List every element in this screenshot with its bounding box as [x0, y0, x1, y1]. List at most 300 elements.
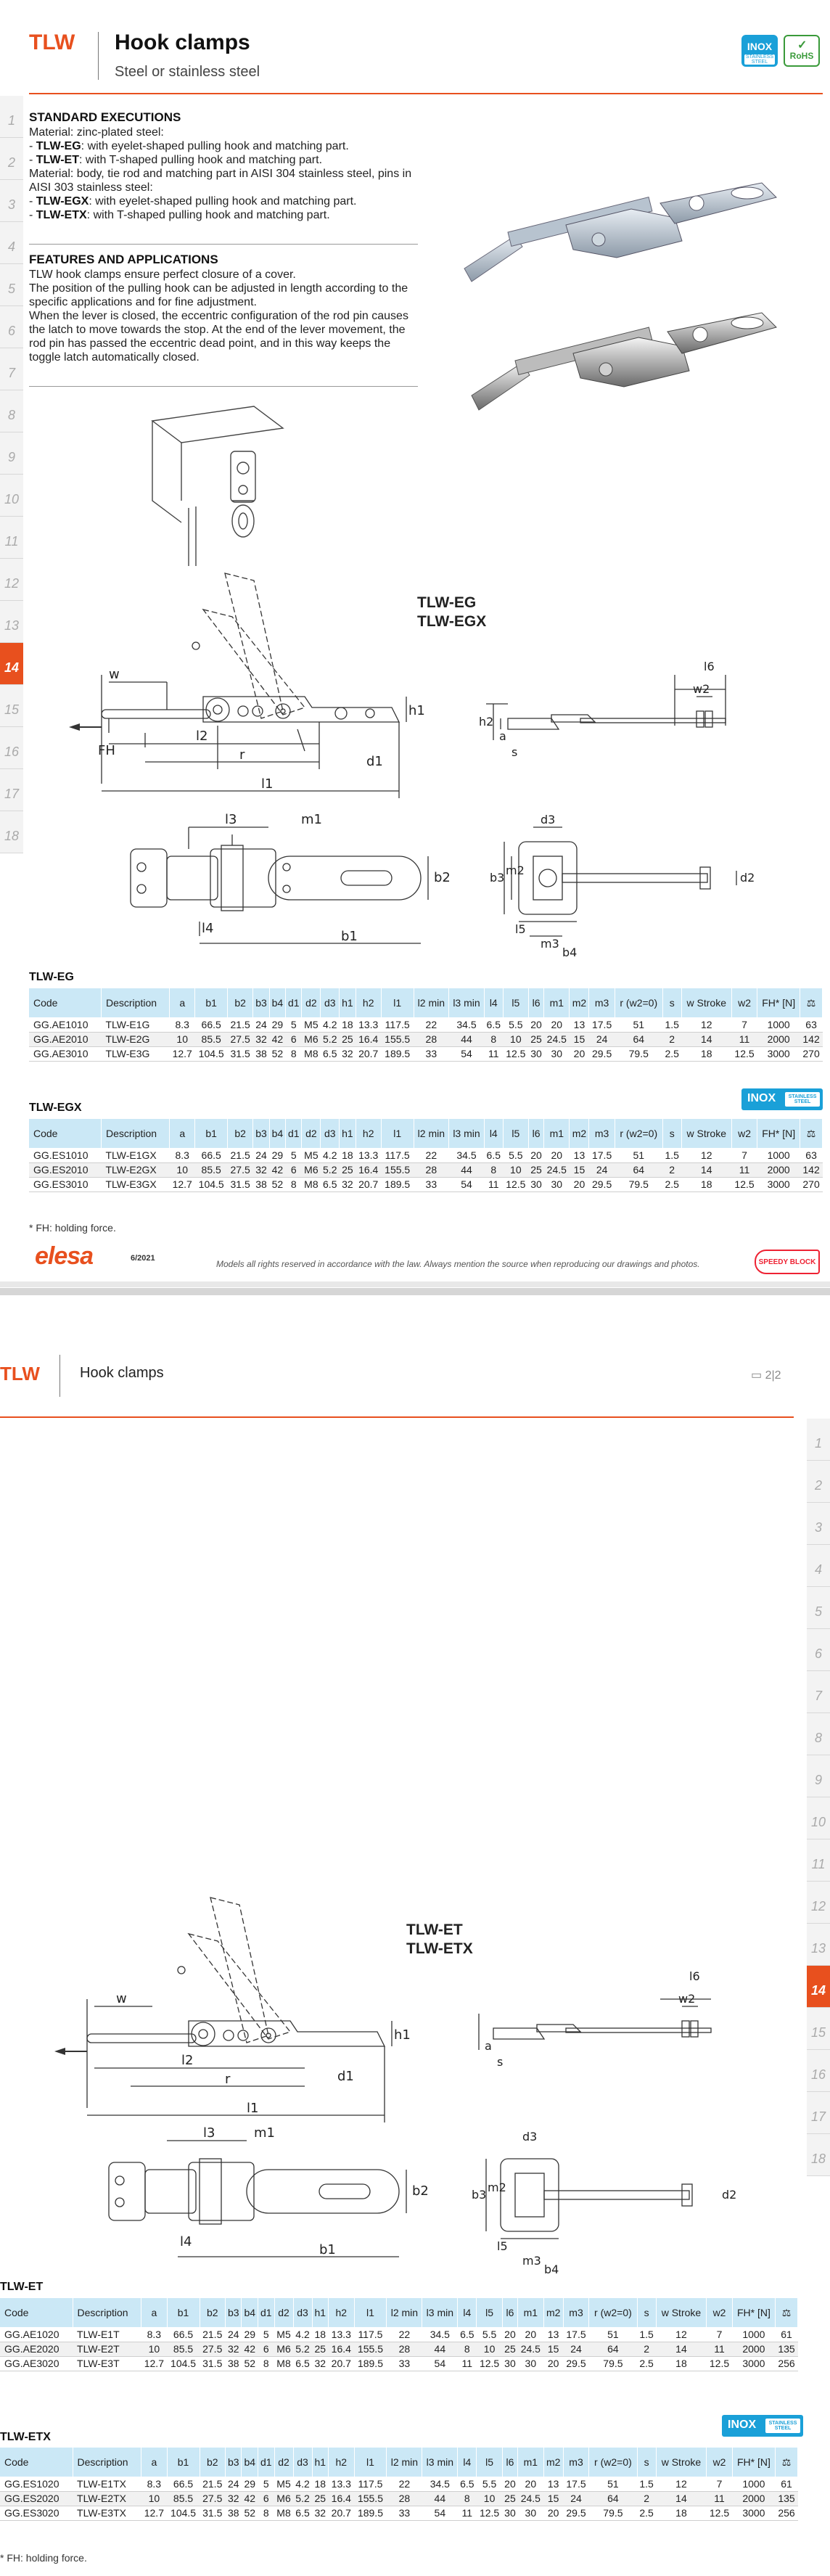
- table-cell: 33: [387, 2506, 422, 2520]
- table-cell: 32: [253, 1032, 269, 1046]
- column-header: l1: [381, 1119, 414, 1148]
- chapter-tab-7[interactable]: 7: [807, 1671, 830, 1713]
- chapter-tab-5[interactable]: 5: [0, 264, 23, 306]
- chapter-tab-1[interactable]: 1: [807, 1419, 830, 1461]
- chapter-tabs: [807, 1419, 830, 2176]
- table-cell: 52: [242, 2506, 258, 2520]
- svg-text:d2: d2: [722, 2188, 737, 2202]
- table-cell: 29: [269, 1148, 285, 1162]
- table-cell: 20: [543, 2506, 563, 2520]
- column-header: r (w2=0): [615, 988, 662, 1017]
- table-cell: 8.3: [170, 1017, 195, 1032]
- column-header: l5: [477, 2448, 502, 2477]
- chapter-tab-9[interactable]: 9: [807, 1755, 830, 1797]
- table-cell: 64: [589, 2491, 637, 2506]
- dim-h1: h1: [408, 703, 425, 718]
- table-cell: 28: [414, 1032, 449, 1046]
- table-cell: 5.5: [503, 1017, 528, 1032]
- svg-text:m3: m3: [541, 937, 559, 951]
- technical-drawing-front-view: [464, 1970, 726, 2079]
- svg-text:m1: m1: [301, 812, 322, 827]
- table-cell: 189.5: [381, 1046, 414, 1061]
- table-cell: 12.5: [503, 1177, 528, 1191]
- table-cell: 28: [387, 2491, 422, 2506]
- table-cell: 29.5: [589, 1177, 615, 1191]
- column-header: w2: [731, 988, 757, 1017]
- chapter-tab-2[interactable]: 2: [807, 1461, 830, 1503]
- table-title-etx: TLW-ETX: [0, 2431, 51, 2443]
- table-cell: 12.5: [731, 1177, 757, 1191]
- chapter-tab-9[interactable]: 9: [0, 432, 23, 475]
- table-cell: 155.5: [354, 2491, 387, 2506]
- table-cell: 85.5: [195, 1162, 228, 1177]
- table-cell: 42: [242, 2491, 258, 2506]
- column-header: w2: [731, 1119, 757, 1148]
- table-cell: 5: [258, 2327, 275, 2342]
- chapter-tab-16[interactable]: 16: [0, 727, 23, 769]
- table-cell: 32: [312, 2356, 329, 2371]
- table-cell: 2.5: [662, 1046, 681, 1061]
- table-cell: 4.2: [321, 1017, 340, 1032]
- table-cell: 64: [615, 1032, 662, 1046]
- table-cell: M6: [274, 2342, 293, 2356]
- dim-w: w: [109, 667, 120, 682]
- chapter-tab-17[interactable]: 17: [0, 769, 23, 811]
- table-cell: 6.5: [321, 1046, 340, 1061]
- table-cell: TLW-E2T: [73, 2342, 141, 2356]
- column-header: a: [170, 988, 195, 1017]
- table-cell: 42: [269, 1032, 285, 1046]
- table-cell: 6.5: [293, 2356, 312, 2371]
- column-header: m1: [544, 1119, 570, 1148]
- column-header: l6: [502, 2448, 517, 2477]
- table-cell: 24: [253, 1148, 269, 1162]
- table-cell: 44: [422, 2342, 458, 2356]
- table-cell: 51: [615, 1017, 662, 1032]
- table-cell: 11: [484, 1046, 503, 1061]
- table-cell: 29.5: [589, 1046, 615, 1061]
- table-cell: 20: [543, 2356, 563, 2371]
- table-cell: 13.3: [356, 1017, 381, 1032]
- table-cell: 51: [615, 1148, 662, 1162]
- technical-drawing-top-view: [102, 2119, 450, 2264]
- table-cell: 117.5: [354, 2477, 387, 2491]
- column-header: b2: [200, 2448, 225, 2477]
- chapter-tab-6[interactable]: 6: [0, 306, 23, 348]
- table-title-et: TLW-ET: [0, 2281, 44, 2293]
- svg-text:s: s: [497, 2055, 504, 2069]
- table-cell: 24: [225, 2477, 242, 2491]
- column-header: r (w2=0): [615, 1119, 662, 1148]
- table-cell: 11: [707, 2491, 732, 2506]
- column-header: d2: [274, 2448, 293, 2477]
- features-heading: FEATURES AND APPLICATIONS: [29, 253, 218, 266]
- table-cell: GG.AE3010: [29, 1046, 101, 1061]
- table-cell: 33: [414, 1046, 449, 1061]
- table-cell: 18: [312, 2327, 329, 2342]
- table-cell: 10: [503, 1032, 528, 1046]
- chapter-tab-4[interactable]: 4: [807, 1545, 830, 1587]
- svg-text:l4: l4: [202, 921, 214, 936]
- column-header: Code: [29, 1119, 101, 1148]
- rohs-badge: ✓ RoHS: [784, 35, 820, 67]
- table-cell: 2: [637, 2491, 656, 2506]
- table-cell: 6: [286, 1162, 302, 1177]
- table-cell: 51: [589, 2477, 637, 2491]
- table-cell: 6: [286, 1032, 302, 1046]
- table-cell: M8: [302, 1177, 321, 1191]
- variant-label-et: TLW-ET TLW-ETX: [406, 1921, 473, 1957]
- chapter-tab-14[interactable]: 14: [807, 1966, 830, 2008]
- table-cell: 11: [484, 1177, 503, 1191]
- column-header: d2: [302, 988, 321, 1017]
- table-cell: 2: [637, 2342, 656, 2356]
- product-code: TLW: [29, 30, 75, 54]
- column-header: l3 min: [449, 988, 485, 1017]
- table-cell: TLW-E1T: [73, 2327, 141, 2342]
- chapter-tab-10[interactable]: 10: [807, 1797, 830, 1839]
- table-cell: 12.5: [707, 2506, 732, 2520]
- column-header: d1: [286, 988, 302, 1017]
- standard-executions-text: Material: zinc-plated steel: - TLW-EG: with eyelet-shaped pulling hook and matching part. - TLW-ET: with T-shaped pulling hook and matching part. Material: body, tie rod and matching part in AISI 304 stainless steel, pins in AISI 303 stainless steel: - TLW-EGX: with eyelet-shaped pulling hook and matching part. - TLW-ETX: with T-shaped pulling hook and matching part.: [29, 126, 412, 221]
- table-cell: 8.3: [170, 1148, 195, 1162]
- column-header: d3: [293, 2448, 312, 2477]
- dim-l1: l1: [261, 776, 274, 792]
- table-cell: 38: [253, 1177, 269, 1191]
- column-header: m3: [563, 2298, 588, 2327]
- column-header: d1: [258, 2298, 275, 2327]
- table-cell: 10: [170, 1032, 195, 1046]
- table-cell: 142: [800, 1032, 823, 1046]
- chapter-tab-12[interactable]: 12: [807, 1882, 830, 1924]
- table-header-row: [29, 1119, 823, 1148]
- table-cell: 32: [225, 2491, 242, 2506]
- table-cell: 4.2: [293, 2477, 312, 2491]
- table-cell: 8: [258, 2506, 275, 2520]
- svg-text:l6: l6: [704, 660, 715, 673]
- table-cell: 32: [225, 2342, 242, 2356]
- column-header: FH* [N]: [732, 2448, 775, 2477]
- table-cell: 20: [544, 1148, 570, 1162]
- spec-table-et: [0, 2298, 798, 2371]
- svg-text:l4: l4: [180, 2234, 192, 2249]
- chapter-tab-12[interactable]: 12: [0, 559, 23, 601]
- column-header: ⚖: [776, 2448, 798, 2477]
- table-cell: TLW-E1TX: [73, 2477, 141, 2491]
- table-cell: 4.2: [293, 2327, 312, 2342]
- table-cell: 27.5: [228, 1162, 253, 1177]
- dim-r: r: [239, 747, 245, 763]
- technical-drawing-top-view: [123, 805, 472, 951]
- table-cell: 31.5: [228, 1046, 253, 1061]
- table-cell: 10: [477, 2491, 502, 2506]
- chapter-tab-10[interactable]: 10: [0, 475, 23, 517]
- column-header: b1: [167, 2448, 200, 2477]
- column-header: l4: [484, 988, 503, 1017]
- application-sketch: [145, 399, 290, 566]
- chapter-tab-8[interactable]: 8: [807, 1713, 830, 1755]
- table-cell: 20.7: [329, 2506, 354, 2520]
- table-cell: 24: [589, 1032, 615, 1046]
- table-cell: 20: [502, 2477, 517, 2491]
- product-photo-stainless: [464, 308, 784, 435]
- footer-bar: [0, 1281, 830, 1287]
- table-cell: 25: [502, 2491, 517, 2506]
- table-cell: 7: [731, 1017, 757, 1032]
- table-cell: 66.5: [167, 2477, 200, 2491]
- column-header: b2: [200, 2298, 225, 2327]
- table-cell: 18: [681, 1046, 731, 1061]
- table-cell: 29: [269, 1017, 285, 1032]
- svg-text:d3: d3: [541, 813, 556, 826]
- chapter-tab-18[interactable]: 18: [807, 2134, 830, 2176]
- column-header: b4: [242, 2298, 258, 2327]
- table-cell: 2.5: [637, 2356, 656, 2371]
- chapter-tab-6[interactable]: 6: [807, 1629, 830, 1671]
- table-cell: 2.5: [637, 2506, 656, 2520]
- column-header: w Stroke: [681, 1119, 731, 1148]
- table-cell: GG.AE3020: [0, 2356, 73, 2371]
- table-cell: 12.5: [503, 1046, 528, 1061]
- table-cell: 8.3: [141, 2327, 167, 2342]
- chapter-tab-2[interactable]: 2: [0, 138, 23, 180]
- chapter-tab-14[interactable]: 14: [0, 643, 23, 685]
- svg-text:l3: l3: [225, 812, 237, 827]
- table-cell: 20: [570, 1177, 589, 1191]
- table-cell: 12: [656, 2327, 707, 2342]
- table-cell: 135: [776, 2491, 798, 2506]
- column-header: l4: [458, 2448, 477, 2477]
- page-title: Hook clamps: [115, 30, 250, 54]
- dim-l2: l2: [196, 729, 208, 744]
- chapter-tab-15[interactable]: 15: [807, 2008, 830, 2050]
- book-icon: ▭: [751, 1369, 763, 1382]
- chapter-tab-3[interactable]: 3: [0, 180, 23, 222]
- table-cell: 29.5: [563, 2356, 588, 2371]
- features-text: TLW hook clamps ensure perfect closure of a cover. The position of the pulling hook can be adjusted in length according to the specific applications and for fine adjustment. When the lever is closed, the eccentric configuration of the rod pin causes the latch to move towards the stop. At the end of the lever movement, the rod pin has passed the eccentric dead point, and in this way keeps the toggle latch automatically closed.: [29, 268, 408, 364]
- table-cell: 8: [286, 1046, 302, 1061]
- chapter-tab-5[interactable]: 5: [807, 1587, 830, 1629]
- table-cell: M8: [274, 2506, 293, 2520]
- spec-table-eg: [29, 988, 823, 1062]
- table-cell: 31.5: [200, 2356, 225, 2371]
- column-header: Description: [73, 2298, 141, 2327]
- table-cell: 32: [340, 1177, 356, 1191]
- table-cell: 3000: [732, 2506, 775, 2520]
- table-row: [0, 2327, 798, 2342]
- column-header: w Stroke: [656, 2298, 707, 2327]
- table-cell: TLW-E3GX: [101, 1177, 169, 1191]
- chapter-tab-13[interactable]: 13: [807, 1924, 830, 1966]
- table-cell: 31.5: [228, 1177, 253, 1191]
- table-cell: 10: [141, 2491, 167, 2506]
- table-cell: 12.5: [477, 2506, 502, 2520]
- table-cell: 33: [387, 2356, 422, 2371]
- svg-text:l5: l5: [497, 2239, 508, 2253]
- column-header: l1: [381, 988, 414, 1017]
- table-cell: M5: [302, 1148, 321, 1162]
- chapter-tab-11[interactable]: 11: [807, 1839, 830, 1882]
- column-header: a: [141, 2448, 167, 2477]
- table-cell: 6.5: [293, 2506, 312, 2520]
- table-cell: 13: [570, 1017, 589, 1032]
- column-header: l5: [503, 1119, 528, 1148]
- table-cell: M6: [274, 2491, 293, 2506]
- table-cell: 189.5: [381, 1177, 414, 1191]
- table-cell: 12.7: [170, 1046, 195, 1061]
- table-cell: GG.ES1010: [29, 1148, 101, 1162]
- column-header: b2: [228, 1119, 253, 1148]
- table-cell: 104.5: [167, 2356, 200, 2371]
- footer-rights: Models all rights reserved in accordance with the law. Always mention the source when reproducing our drawings and photos.: [216, 1259, 700, 1269]
- table-cell: 27.5: [200, 2342, 225, 2356]
- table-cell: 66.5: [195, 1017, 228, 1032]
- table-cell: 27.5: [228, 1032, 253, 1046]
- technical-drawing-side-view: [73, 1890, 411, 2137]
- column-header: FH* [N]: [757, 1119, 800, 1148]
- table-cell: 79.5: [615, 1177, 662, 1191]
- table-cell: 44: [422, 2491, 458, 2506]
- chapter-tab-13[interactable]: 13: [0, 601, 23, 643]
- column-header: l3 min: [422, 2448, 458, 2477]
- table-cell: M8: [274, 2356, 293, 2371]
- column-header: l5: [477, 2298, 502, 2327]
- svg-text:m3: m3: [522, 2254, 541, 2268]
- table-cell: 29: [242, 2477, 258, 2491]
- table-cell: 270: [800, 1046, 823, 1061]
- table-cell: 21.5: [228, 1017, 253, 1032]
- table-row: [29, 1046, 823, 1061]
- chapter-tab-18[interactable]: 18: [0, 811, 23, 853]
- table-cell: 5.2: [293, 2342, 312, 2356]
- variant-label-eg: TLW-EG TLW-EGX: [417, 594, 487, 630]
- column-header: d2: [302, 1119, 321, 1148]
- table-cell: TLW-E3T: [73, 2356, 141, 2371]
- column-header: d3: [321, 988, 340, 1017]
- svg-text:b4: b4: [562, 946, 578, 959]
- table-cell: M5: [274, 2327, 293, 2342]
- table-cell: 34.5: [449, 1148, 485, 1162]
- table-cell: 22: [414, 1148, 449, 1162]
- table-cell: 12.7: [141, 2506, 167, 2520]
- table-cell: 13.3: [356, 1148, 381, 1162]
- catalog-page-2: [0, 1295, 830, 2576]
- table-cell: 12.7: [141, 2356, 167, 2371]
- table-cell: 8: [458, 2491, 477, 2506]
- table-cell: 42: [269, 1162, 285, 1177]
- table-cell: 24: [253, 1017, 269, 1032]
- table-cell: 30: [544, 1177, 570, 1191]
- svg-text:b2: b2: [434, 870, 451, 885]
- table-cell: 85.5: [195, 1032, 228, 1046]
- chapter-tab-11[interactable]: 11: [0, 517, 23, 559]
- product-photo-zinc: [457, 174, 784, 305]
- standard-executions-heading: STANDARD EXECUTIONS: [29, 110, 181, 124]
- table-cell: 61: [776, 2327, 798, 2342]
- page-number: ▭ 2|2: [751, 1369, 781, 1382]
- svg-text:b1: b1: [319, 2242, 336, 2257]
- column-header: h2: [356, 1119, 381, 1148]
- table-row: [0, 2506, 798, 2520]
- column-header: s: [662, 1119, 681, 1148]
- column-header: l2 min: [387, 2298, 422, 2327]
- table-cell: 44: [449, 1162, 485, 1177]
- table-cell: 270: [800, 1177, 823, 1191]
- chapter-tab-4[interactable]: 4: [0, 222, 23, 264]
- column-header: b3: [225, 2448, 242, 2477]
- column-header: l1: [354, 2448, 387, 2477]
- table-cell: 13.3: [329, 2327, 354, 2342]
- table-cell: M8: [302, 1046, 321, 1061]
- table-cell: 25: [340, 1162, 356, 1177]
- table-title-eg: TLW-EG: [29, 971, 74, 983]
- table-cell: 2000: [732, 2342, 775, 2356]
- column-header: m3: [589, 988, 615, 1017]
- chapter-tab-3[interactable]: 3: [807, 1503, 830, 1545]
- svg-text:d1: d1: [337, 2069, 354, 2084]
- column-header: b3: [253, 988, 269, 1017]
- table-cell: 6.5: [458, 2477, 477, 2491]
- svg-text:m2: m2: [488, 2181, 506, 2194]
- table-cell: 21.5: [200, 2477, 225, 2491]
- table-cell: TLW-E1GX: [101, 1148, 169, 1162]
- table-row: [29, 1148, 823, 1162]
- chapter-tab-7[interactable]: 7: [0, 348, 23, 390]
- table-cell: 25: [312, 2342, 329, 2356]
- table-cell: 24.5: [544, 1032, 570, 1046]
- check-icon: ✓: [797, 39, 808, 52]
- table-cell: M5: [302, 1017, 321, 1032]
- spec-table-etx: [0, 2448, 798, 2521]
- table-cell: 117.5: [354, 2327, 387, 2342]
- chapter-tab-17[interactable]: 17: [807, 2092, 830, 2134]
- table-cell: 20: [518, 2327, 543, 2342]
- table-cell: 24.5: [544, 1162, 570, 1177]
- table-cell: 17.5: [563, 2327, 588, 2342]
- table-cell: 5: [286, 1017, 302, 1032]
- table-cell: TLW-E3TX: [73, 2506, 141, 2520]
- table-cell: 66.5: [195, 1148, 228, 1162]
- chapter-tab-1[interactable]: 1: [0, 96, 23, 138]
- svg-text:l6: l6: [689, 1969, 700, 1983]
- table-cell: 61: [776, 2477, 798, 2491]
- table-cell: 15: [570, 1162, 589, 1177]
- table-cell: 6.5: [321, 1177, 340, 1191]
- svg-text:m2: m2: [506, 864, 525, 877]
- table-cell: 33: [414, 1177, 449, 1191]
- column-header: Code: [29, 988, 101, 1017]
- table-cell: 1.5: [637, 2327, 656, 2342]
- table-cell: 12.7: [170, 1177, 195, 1191]
- svg-text:a: a: [499, 729, 506, 743]
- svg-text:d2: d2: [740, 871, 755, 885]
- chapter-tab-8[interactable]: 8: [0, 390, 23, 432]
- svg-text:w2: w2: [693, 682, 710, 696]
- table-cell: 12: [656, 2477, 707, 2491]
- table-cell: 25: [528, 1162, 543, 1177]
- chapter-tab-16[interactable]: 16: [807, 2050, 830, 2092]
- table-cell: 66.5: [167, 2327, 200, 2342]
- table-cell: 52: [269, 1177, 285, 1191]
- table-cell: 8.3: [141, 2477, 167, 2491]
- table-cell: 5.2: [321, 1032, 340, 1046]
- chapter-tab-15[interactable]: 15: [0, 685, 23, 727]
- table-cell: 1000: [732, 2327, 775, 2342]
- column-header: h2: [329, 2298, 354, 2327]
- column-header: l4: [484, 1119, 503, 1148]
- table-cell: 21.5: [228, 1148, 253, 1162]
- table-cell: 27.5: [200, 2491, 225, 2506]
